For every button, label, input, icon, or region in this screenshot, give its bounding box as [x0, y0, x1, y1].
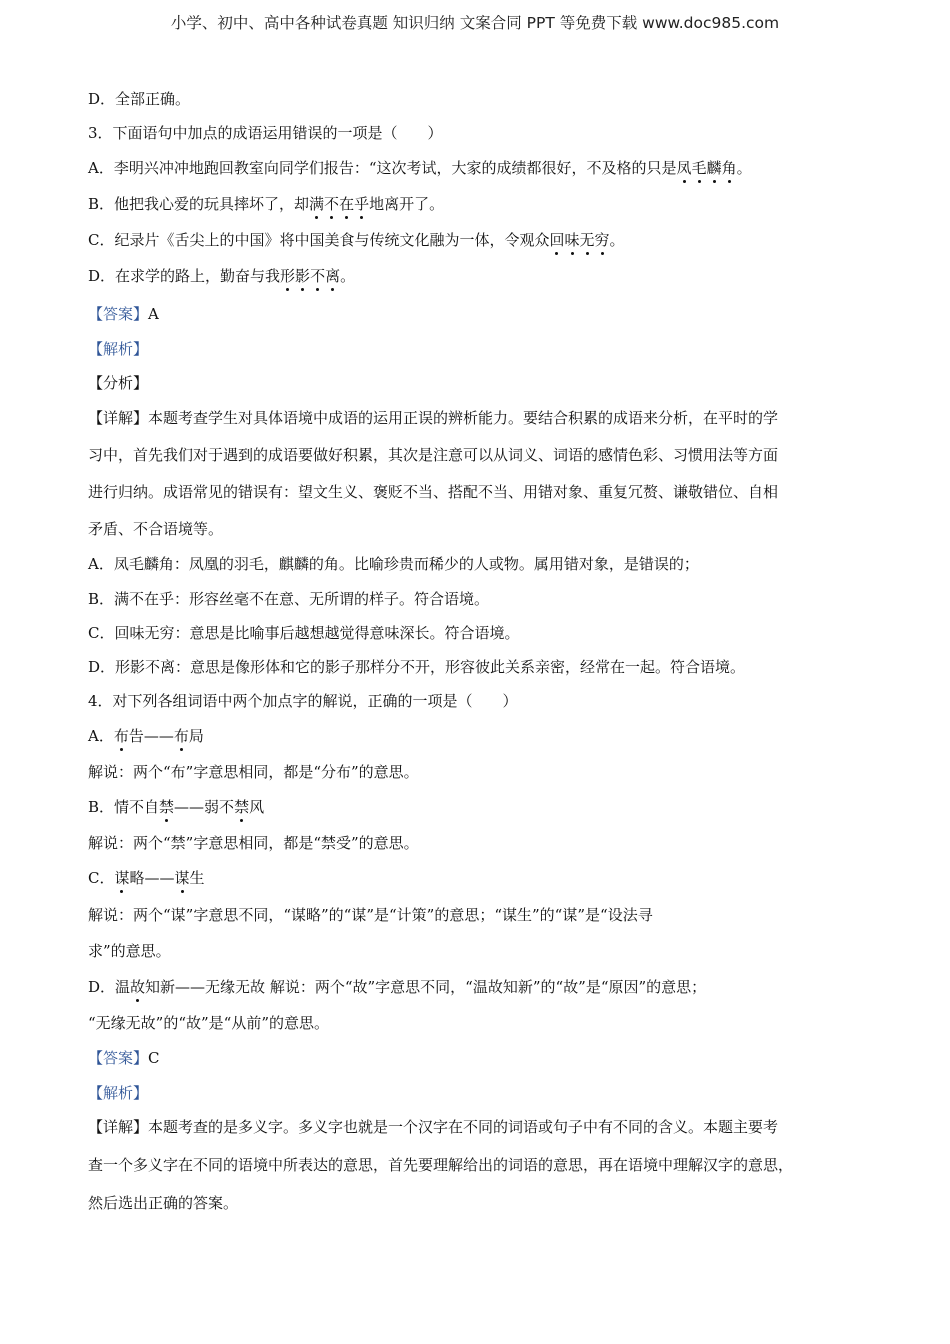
- q4-option-b: [88, 796, 264, 818]
- dotted-char: 谋: [174, 869, 190, 887]
- dotted-char: 禁: [234, 798, 250, 816]
- dotted-char: 影: [295, 267, 311, 285]
- dotted-char: 穷: [594, 231, 610, 249]
- q3-option-a: [88, 157, 752, 179]
- q4-detail-line: [88, 1116, 778, 1138]
- option-label: D．温: [88, 978, 131, 996]
- q3-option-d: [88, 265, 355, 287]
- q4-answer: [88, 1047, 160, 1069]
- q3-analysis-c: C．回味无穷：意思是比喻事后越想越觉得意味深长。符合语境。: [88, 624, 520, 642]
- q3-option-c: [88, 229, 625, 251]
- q3-d-text: D．在求学的路上，勤奋与我: [88, 267, 281, 285]
- q4-a-explanation: 解说：两个“布”字意思相同，都是“分布”的意思。: [88, 763, 419, 781]
- word-part: 局: [188, 727, 204, 745]
- dash: ——: [144, 869, 175, 887]
- answer-value: C: [148, 1049, 160, 1067]
- q3-b-end: 地离开了。: [369, 195, 445, 213]
- detail-tag: 【详解】: [88, 1118, 149, 1136]
- dotted-char: 故: [130, 978, 146, 996]
- q3-analysis-b: B．满不在乎：形容丝毫不在意、无所谓的样子。符合语境。: [88, 590, 490, 608]
- word-part: 风: [249, 798, 265, 816]
- answer-tag: 【答案】: [88, 305, 149, 323]
- dotted-char: 不: [324, 195, 340, 213]
- dotted-char: 禁: [159, 798, 175, 816]
- dotted-char: 麟: [706, 159, 722, 177]
- q3-d-end: 。: [340, 267, 356, 285]
- detail-text: 本题考查的是多义字。多义字也就是一个汉字在不同的词语或句子中有不同的含义。本题主要考: [148, 1118, 779, 1136]
- dotted-char: 无: [579, 231, 595, 249]
- q3-detail-line: 习中，首先我们对于遇到的成语要做好积累，其次是注意可以从词义、词语的感情色彩、习惯用法等方面: [88, 446, 779, 464]
- q4-d-explanation-cont: “无缘无故”的“故”是“从前”的意思。: [88, 1014, 330, 1032]
- dotted-char: 味: [564, 231, 580, 249]
- dash: ——: [143, 727, 174, 745]
- q3-stem: 3．下面语句中加点的成语运用错误的一项是（ ）: [88, 124, 443, 142]
- dotted-char: 凤: [676, 159, 692, 177]
- answer-tag: 【答案】: [88, 1049, 149, 1067]
- page-header: 小学、初中、高中各种试卷真题 知识归纳 文案合同 PPT 等免费下载 www.doc985.com: [170, 14, 780, 32]
- detail-tag: 【详解】: [88, 409, 149, 427]
- word-part: ——弱不: [174, 798, 235, 816]
- dotted-char: 回: [549, 231, 565, 249]
- word-part: 生: [189, 869, 205, 887]
- q3-fenxi-tag: 【分析】: [88, 374, 149, 392]
- detail-text: 本题考查学生对具体语境中成语的运用正误的辨析能力。要结合积累的成语来分析，在平时的学: [148, 409, 779, 427]
- q4-option-a: [88, 725, 204, 747]
- q3-option-b: [88, 193, 444, 215]
- q3-c-end: 。: [609, 231, 625, 249]
- q3-detail-line: [88, 407, 778, 429]
- q3-c-text: C．纪录片《舌尖上的中国》将中国美食与传统文化融为一体，令观众: [88, 231, 550, 249]
- q4-detail-line: 查一个多义字在不同的语境中所表达的意思，首先要理解给出的词语的意思，再在语境中理解汉字的意思，: [88, 1156, 794, 1174]
- q3-answer: [88, 303, 159, 325]
- q2-option-d: D．全部正确。: [88, 90, 191, 108]
- q3-detail-line: 进行归纳。成语常见的错误有：望文生义、褒贬不当、搭配不当、用错对象、重复冗赘、谦敬错位、自相: [88, 483, 779, 501]
- dotted-char: 满: [309, 195, 325, 213]
- q3-detail-line: 矛盾、不合语境等。: [88, 520, 224, 538]
- word-part: 略: [129, 869, 145, 887]
- word-part: 知新——无缘无故 解说：两个“故”字意思不同，“温故知新”的“故”是“原因”的意思；: [145, 978, 707, 996]
- dotted-char: 不: [310, 267, 326, 285]
- q4-option-d: [88, 976, 706, 998]
- q3-analysis-d: D．形影不离：意思是像形体和它的影子那样分不开，形容彼此关系亲密，经常在一起。符合语境。: [88, 658, 746, 676]
- dotted-char: 乎: [354, 195, 370, 213]
- dotted-char: 布: [173, 727, 189, 745]
- q3-jiexi-tag: 【解析】: [88, 340, 149, 358]
- answer-value: A: [148, 305, 159, 323]
- dotted-char: 形: [280, 267, 296, 285]
- q4-detail-line: 然后选出正确的答案。: [88, 1194, 239, 1212]
- dotted-char: 毛: [691, 159, 707, 177]
- option-label: A．: [88, 727, 114, 745]
- dotted-char: 在: [339, 195, 355, 213]
- q4-b-explanation: 解说：两个“禁”字意思相同，都是“禁受”的意思。: [88, 834, 419, 852]
- dotted-char: 谋: [114, 869, 130, 887]
- q4-option-c: [88, 867, 205, 889]
- q4-stem: 4．对下列各组词语中两个加点字的解说，正确的一项是（ ）: [88, 692, 518, 710]
- option-label: C．: [88, 869, 115, 887]
- q4-c-explanation: 解说：两个“谋”字意思不同，“谋略”的“谋”是“计策”的意思；“谋生”的“谋”是“设法寻: [88, 906, 653, 924]
- q4-c-explanation-cont: 求”的意思。: [88, 942, 171, 960]
- dotted-char: 布: [113, 727, 129, 745]
- dotted-char: 离: [325, 267, 341, 285]
- q4-jiexi-tag: 【解析】: [88, 1084, 149, 1102]
- word-part: 告: [128, 727, 144, 745]
- option-label: B．情不自: [88, 798, 160, 816]
- q3-a-end: 。: [736, 159, 752, 177]
- q3-a-text: A．李明兴冲冲地跑回教室向同学们报告：“这次考试，大家的成绩都很好，不及格的只是: [88, 159, 677, 177]
- dotted-char: 角: [721, 159, 737, 177]
- q3-b-text: B．他把我心爱的玩具摔坏了，却: [88, 195, 310, 213]
- q3-analysis-a: A．凤毛麟角：凤凰的羽毛，麒麟的角。比喻珍贵而稀少的人或物。属用错对象，是错误的；: [88, 555, 699, 573]
